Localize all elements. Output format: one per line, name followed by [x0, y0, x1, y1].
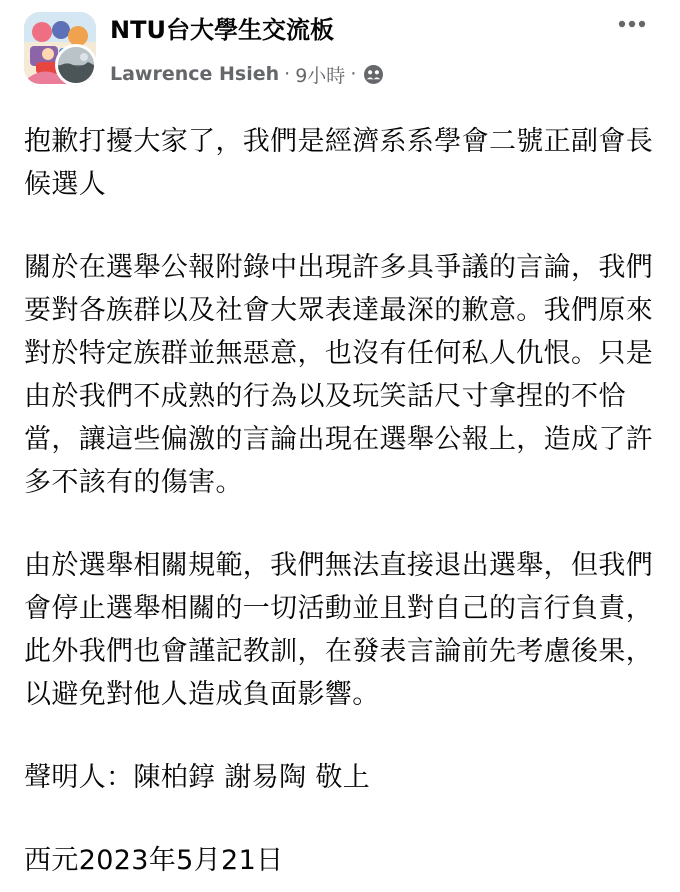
more-options-button[interactable]	[612, 10, 652, 38]
post-paragraph-3	[24, 544, 660, 716]
post-line: 當，讓這些偏激的言論出現在選舉公報上，造成了許	[24, 424, 654, 455]
post-line: 關於在選舉公報附錄中出現許多具爭議的言論，我們	[24, 252, 654, 283]
group-name-link[interactable]: NTU台大學生交流板	[110, 16, 334, 44]
post-line: 由於選舉相關規範，我們無法直接退出選舉，但我們	[24, 550, 654, 581]
post-line: 要對各族群以及社會大眾表達最深的歉意。我們原來	[24, 295, 654, 326]
post-header	[0, 0, 680, 100]
post-paragraph-1	[24, 120, 660, 206]
post-line: 此外我們也會謹記教訓，在發表言論前先考慮後果，	[24, 636, 654, 667]
meta-separator-2: ·	[350, 63, 357, 85]
post-line: 西元2023年5月21日	[24, 845, 284, 876]
user-avatar[interactable]	[55, 44, 97, 86]
post-signature	[24, 756, 660, 799]
post-line: 多不該有的傷害。	[24, 467, 243, 498]
user-profile-image	[58, 47, 94, 83]
post-line: 會停止選舉相關的一切活動並且對自己的言行負責，	[24, 593, 654, 624]
group-privacy-icon	[363, 64, 384, 85]
post-line: 對於特定族群並無惡意，也沒有任何私人仇恨。只是	[24, 338, 654, 369]
post-body	[24, 120, 660, 892]
meta-separator: ·	[284, 63, 291, 85]
post-line: 由於我們不成熟的行為以及玩笑話尺寸拿捏的不恰	[24, 381, 626, 412]
post-meta	[110, 60, 384, 88]
post-line: 聲明人：陳柏錞 謝易陶 敬上	[24, 762, 371, 793]
post-line: 以避免對他人造成負面影響。	[24, 679, 380, 710]
more-dots-icon	[612, 10, 652, 38]
post-date	[24, 839, 660, 882]
post-line: 抱歉打擾大家了，我們是經濟系系學會二號正副會長	[24, 126, 654, 157]
post-line: 候選人	[24, 169, 107, 200]
post-time-link[interactable]: 9小時	[295, 64, 346, 87]
author-name-link[interactable]: Lawrence Hsieh	[110, 63, 280, 85]
post-paragraph-2	[24, 246, 660, 504]
